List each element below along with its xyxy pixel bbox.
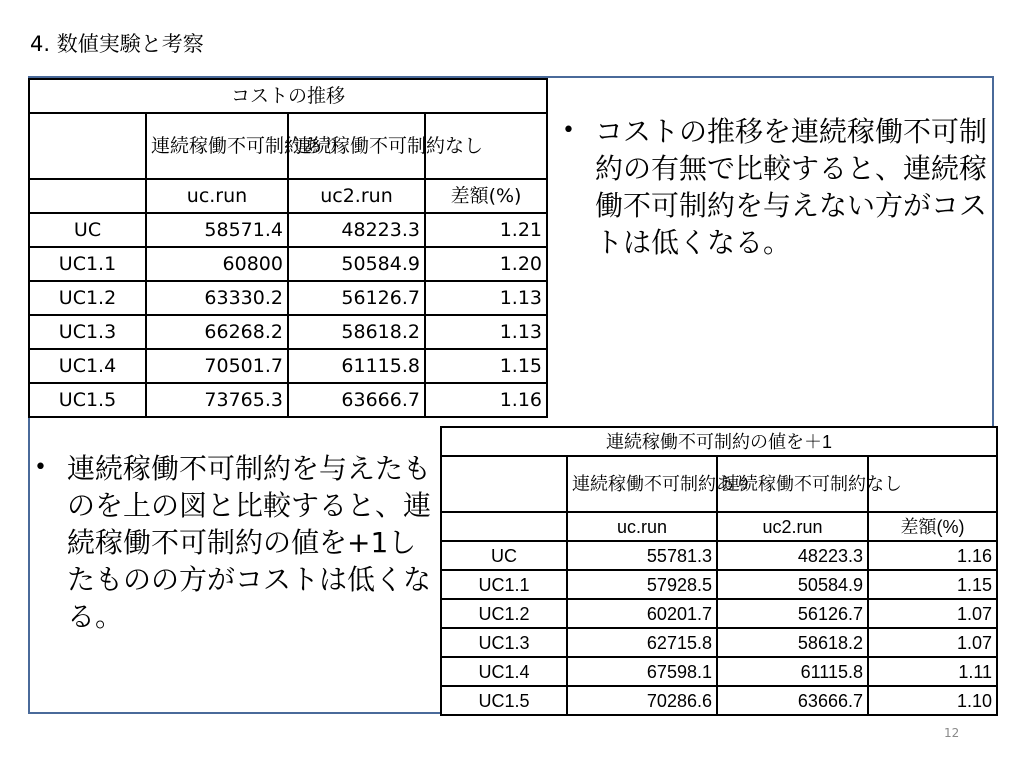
cell-with-constraint: 55781.3 [567, 541, 717, 570]
col-subheader: uc2.run [717, 512, 868, 541]
table-row [441, 628, 997, 657]
cell-with-constraint: 73765.3 [146, 383, 288, 417]
cell-diff: 1.15 [868, 570, 997, 599]
cell-without-constraint: 48223.3 [288, 213, 425, 247]
row-label: UC1.4 [441, 657, 567, 686]
bullet-marker: • [562, 118, 575, 143]
row-label: UC1.1 [441, 570, 567, 599]
page-number: 12 [944, 726, 960, 740]
col-subheader: uc.run [567, 512, 717, 541]
cell-without-constraint: 63666.7 [717, 686, 868, 715]
col-subheader: uc.run [146, 179, 288, 213]
empty-cell [441, 512, 567, 541]
row-label: UC1.1 [29, 247, 146, 281]
cell-diff: 1.16 [425, 383, 547, 417]
row-label: UC1.3 [441, 628, 567, 657]
row-label: UC1.3 [29, 315, 146, 349]
col-subheader-diff: 差額(%) [868, 512, 997, 541]
cell-diff: 1.13 [425, 315, 547, 349]
table-row [29, 349, 547, 383]
empty-cell [29, 179, 146, 213]
col-header-without-constraint: 連続稼働不可制約なし [717, 456, 868, 512]
slide-title: 4. 数値実験と考察 [30, 32, 204, 56]
cell-without-constraint: 61115.8 [717, 657, 868, 686]
cell-with-constraint: 70286.6 [567, 686, 717, 715]
table-row [441, 657, 997, 686]
cell-without-constraint: 61115.8 [288, 349, 425, 383]
cell-diff: 1.21 [425, 213, 547, 247]
row-label: UC1.2 [441, 599, 567, 628]
col-header-with-constraint: 連続稼働不可制約あり [567, 456, 717, 512]
row-label: UC1.5 [29, 383, 146, 417]
cell-without-constraint: 58618.2 [717, 628, 868, 657]
cell-with-constraint: 60201.7 [567, 599, 717, 628]
cell-with-constraint: 66268.2 [146, 315, 288, 349]
cell-with-constraint: 70501.7 [146, 349, 288, 383]
row-label: UC [441, 541, 567, 570]
empty-cell [29, 113, 146, 179]
cell-with-constraint: 57928.5 [567, 570, 717, 599]
table-row [29, 281, 547, 315]
bullet-text: コストの推移を連続稼働不可制約の有無で比較すると、連続稼働不可制約を与えない方がコストは低くなる。 [594, 115, 987, 259]
cell-with-constraint: 67598.1 [567, 657, 717, 686]
bullet-marker: • [34, 455, 47, 480]
cell-diff: 1.15 [425, 349, 547, 383]
col-subheader-diff: 差額(%) [425, 179, 547, 213]
cell-with-constraint: 58571.4 [146, 213, 288, 247]
table-row [29, 315, 547, 349]
table-row [441, 570, 997, 599]
row-label: UC1.5 [441, 686, 567, 715]
col-header-without-constraint: 連続稼働不可制約なし [288, 113, 425, 179]
row-label: UC1.4 [29, 349, 146, 383]
table-row [441, 541, 997, 570]
table-row [441, 686, 997, 715]
table-title: コストの推移 [29, 79, 547, 113]
cell-without-constraint: 48223.3 [717, 541, 868, 570]
cell-without-constraint: 50584.9 [288, 247, 425, 281]
row-label: UC1.2 [29, 281, 146, 315]
cost-table [28, 78, 548, 418]
cell-diff: 1.07 [868, 599, 997, 628]
plus-one-cost-table [440, 426, 998, 716]
table-row [441, 599, 997, 628]
empty-cell [441, 456, 567, 512]
table-row [29, 213, 547, 247]
cell-diff: 1.20 [425, 247, 547, 281]
cell-diff: 1.16 [868, 541, 997, 570]
cell-diff: 1.11 [868, 657, 997, 686]
cell-without-constraint: 63666.7 [288, 383, 425, 417]
col-subheader: uc2.run [288, 179, 425, 213]
cell-without-constraint: 56126.7 [288, 281, 425, 315]
cell-with-constraint: 60800 [146, 247, 288, 281]
table-row [29, 247, 547, 281]
cell-diff: 1.10 [868, 686, 997, 715]
row-label: UC [29, 213, 146, 247]
cell-diff: 1.07 [868, 628, 997, 657]
cell-diff: 1.13 [425, 281, 547, 315]
cell-with-constraint: 62715.8 [567, 628, 717, 657]
bullet-point-plus-one-comparison [34, 451, 434, 636]
cell-with-constraint: 63330.2 [146, 281, 288, 315]
cell-without-constraint: 56126.7 [717, 599, 868, 628]
bullet-point-cost-comparison [562, 114, 992, 262]
table-title: 連続稼働不可制約の値を＋1 [441, 427, 997, 456]
col-header-with-constraint: 連続稼働不可制約あり [146, 113, 288, 179]
cell-without-constraint: 50584.9 [717, 570, 868, 599]
bullet-text: 連続稼働不可制約を与えたものを上の図と比較すると、連続稼働不可制約の値を+1したものの方がコストは低くなる。 [66, 452, 431, 633]
table-row [29, 383, 547, 417]
cell-without-constraint: 58618.2 [288, 315, 425, 349]
